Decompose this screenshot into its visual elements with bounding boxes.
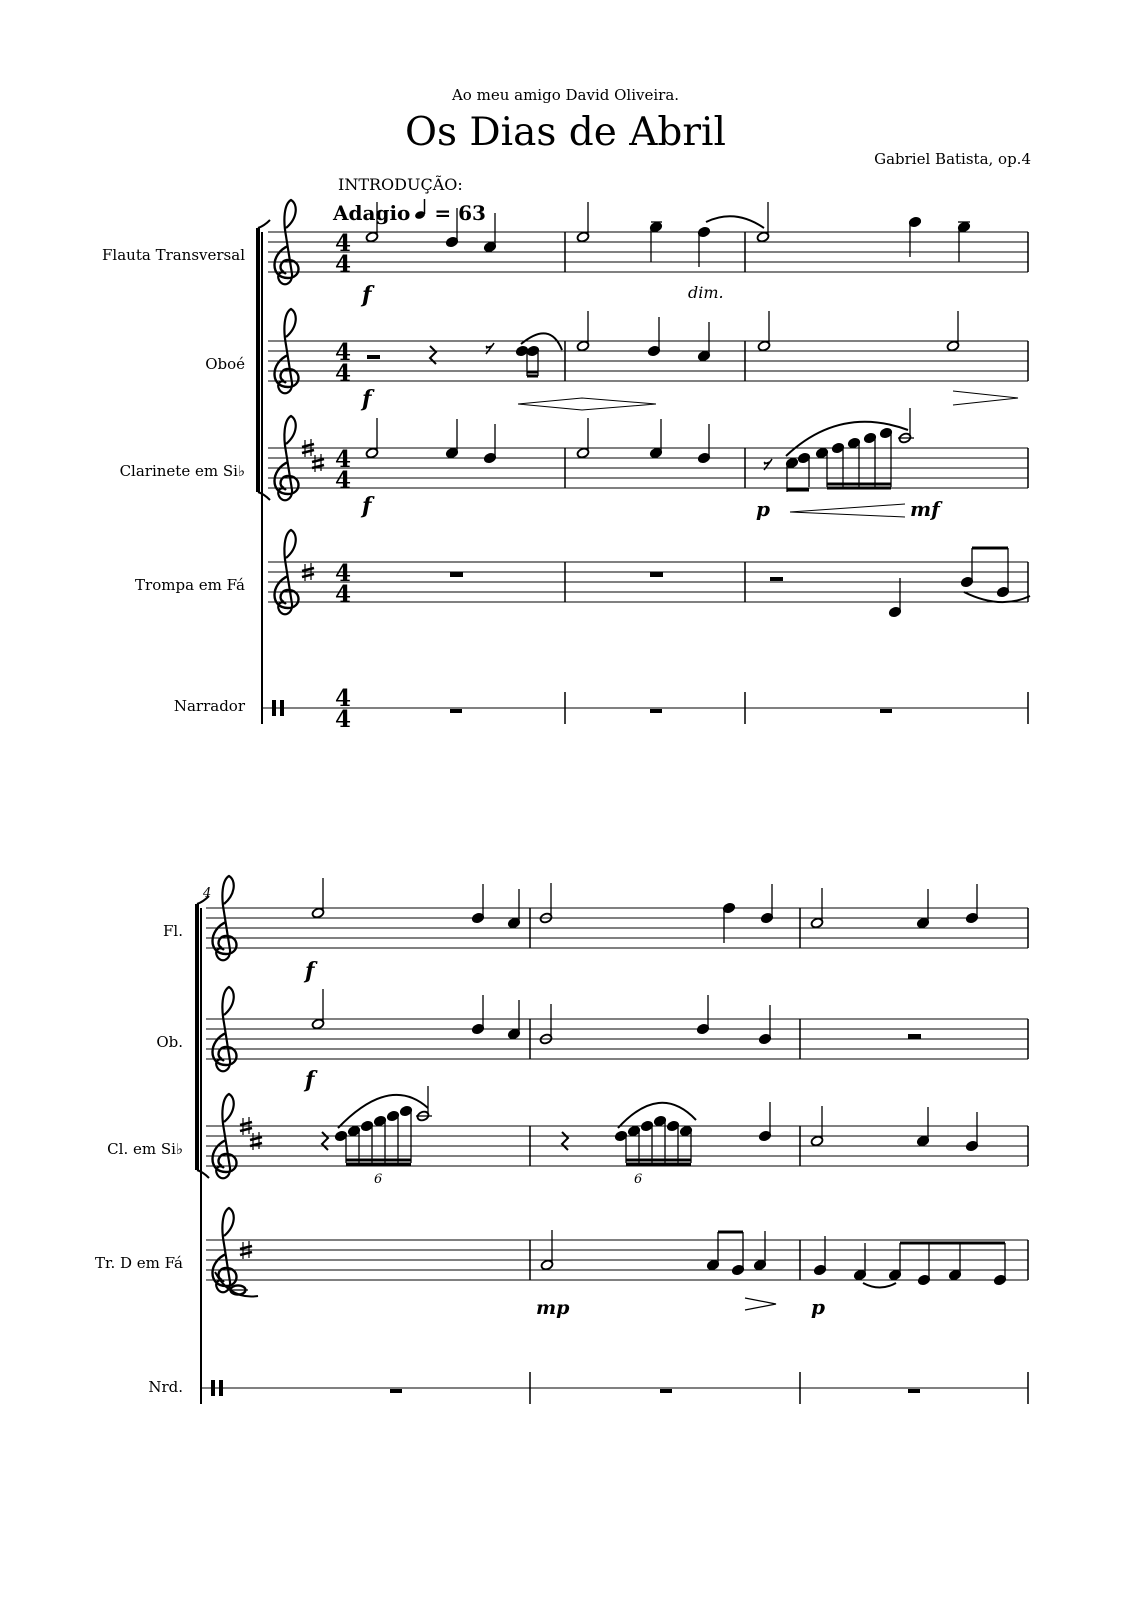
narrator-rests-1 [450,709,892,713]
instrument-short-oboe: Ob. [156,1033,183,1051]
svg-text:4: 4 [334,581,352,608]
tuplet-number: 6 [374,1172,383,1187]
system-2-barlines [197,896,1028,1404]
svg-text:4: 4 [334,706,352,733]
svg-text:4: 4 [334,251,352,278]
dynamic-dim: dim. [688,283,724,302]
score-title: Os Dias de Abril [405,110,726,155]
instrument-name-oboe: Oboé [205,355,245,373]
dynamic-mp: mp [536,1297,570,1319]
dynamic-f: f [305,958,315,984]
staff-flute-1 [268,232,1028,272]
svg-text:4: 4 [334,339,352,366]
section-label: INTRODUÇÃO: [338,175,463,194]
tuplet-number: 6 [634,1172,643,1187]
staff-oboe-2 [206,1019,1028,1059]
tempo-word: Adagio [333,201,411,225]
staff-oboe-1 [268,341,1028,381]
narrator-rests-2 [390,1389,920,1393]
flute-notes-2 [311,878,978,943]
measure-number: 4 [203,886,212,901]
staff-clarinet-1 [268,448,1028,488]
staff-horn-1 [268,562,1028,602]
instrument-name-clarinet: Clarinete em Si♭ [119,462,245,480]
tempo-value: = 63 [434,201,486,225]
dynamic-p: p [756,497,770,521]
horn-notes-1 [450,548,1030,618]
composer: Gabriel Batista, op.4 [874,150,1031,168]
svg-text:4: 4 [334,467,352,494]
svg-text:4: 4 [334,446,352,473]
staff-lines [201,232,1028,1388]
dedication: Ao meu amigo David Oliveira. [451,86,680,104]
instrument-short-clarinet: Cl. em Si♭ [107,1140,183,1158]
instrument-short-horn: Tr. D em Fá [94,1254,183,1272]
svg-text:4: 4 [334,560,352,587]
dynamic-mf: mf [910,497,940,521]
svg-text:4: 4 [334,360,352,387]
instrument-short-flute: Fl. [163,922,183,940]
dynamic-f: f [362,386,372,412]
instrument-name-narrator: Narrador [173,697,245,715]
dynamic-f: f [305,1067,315,1093]
treble-clef-icons [213,200,299,1292]
instrument-name-flute: Flauta Transversal [102,246,245,264]
oboe-notes-2 [311,989,921,1045]
clarinet-notes-1 [365,408,914,517]
staff-horn-2 [206,1240,1028,1280]
svg-text:4: 4 [334,685,352,712]
instrument-short-narrator: Nrd. [148,1378,183,1396]
staff-clarinet-2 [206,1126,1028,1166]
dynamic-f: f [362,282,372,308]
dynamic-p: p [811,1295,825,1319]
svg-text:4: 4 [334,230,352,257]
staff-flute-2 [206,908,1028,948]
dynamic-f: f [362,493,372,519]
system-1-barlines [258,220,1028,724]
instrument-name-horn: Trompa em Fá [135,576,245,594]
flute-notes-1 [365,202,970,267]
time-signatures [335,230,351,733]
